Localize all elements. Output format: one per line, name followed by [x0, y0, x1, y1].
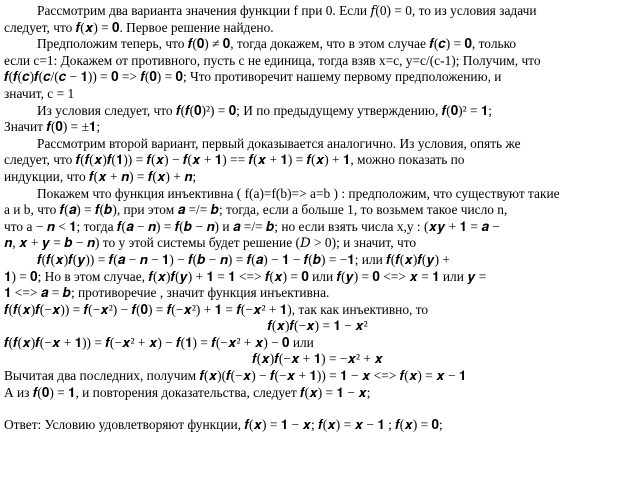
text-line-18: 𝟏 <=> 𝒂 = 𝒃; противоречие , значит функция инъективна.: [4, 285, 330, 301]
text-line-15: 𝒏, 𝒙 + 𝒚 = 𝒃 − 𝒏) то у этой системы будет решение (𝐷 > 0); и значит, что: [4, 235, 417, 251]
text-line-3: Предположим теперь, что 𝒇(𝟎) ≠ 𝟎, тогда докажем, что в этом случае 𝒇(𝒄) = 𝟎, только: [37, 36, 517, 52]
text-line-22: 𝒇(𝒙)𝒇(−𝒙 + 𝟏) = −𝒙² + 𝒙: [252, 351, 383, 367]
text-line-24: А из 𝒇(𝟎) = 𝟏, и повторения доказательства, следует 𝒇(𝒙) = 𝟏 − 𝒙;: [4, 384, 371, 400]
text-line-17: 𝟏) = 𝟎; Но в этом случае, 𝒇(𝒙)𝒇(𝒚) + 𝟏 = 𝟏 <=> 𝒇(𝒙) = 𝟎 или 𝒇(𝒚) = 𝟎 <=> 𝒙 = 𝟏 или 𝒚 =: [4, 268, 487, 284]
text-line-8: Значит 𝒇(𝟎) = ±𝟏;: [4, 119, 101, 135]
text-line-5: 𝒇(𝒇(𝒄)𝒇(𝒄/(𝒄 − 𝟏)) = 𝟎 => 𝒇(𝟎) = 𝟎; Что противоречит нашему первому предположению, и: [4, 69, 502, 85]
text-line-10: следует, что 𝒇(𝒇(𝒙)𝒇(𝟏)) = 𝒇(𝒙) − 𝒇(𝒙 + 𝟏) == 𝒇(𝒙 + 𝟏) = 𝒇(𝒙) + 𝟏, можно показать по: [4, 152, 465, 168]
text-line-7: Из условия следует, что 𝒇(𝒇(𝟎)²) = 𝟎; И по предыдущему утверждению, 𝒇(𝟎)² = 𝟏;: [37, 102, 493, 118]
text-line-23: Вычитая два последних, получим 𝒇(𝒙)(𝒇(−𝒙) − 𝒇(−𝒙 + 𝟏)) = 𝟏 − 𝒙 <=> 𝒇(𝒙) = 𝒙 − 𝟏: [4, 368, 467, 384]
text-line-1: Рассмотрим два варианта значения функции f при 0. Если 𝑓(0) = 0, то из условия задачи: [37, 3, 537, 18]
text-line-20: 𝒇(𝒙)𝒇(−𝒙) = 𝟏 − 𝒙²: [267, 318, 368, 334]
answer-line: Ответ: Условию удовлетворяют функции, 𝒇(𝒙) = 𝟏 − 𝒙; 𝒇(𝒙) = 𝒙 − 𝟏 ; 𝒇(𝒙) = 𝟎;: [4, 417, 443, 433]
text-line-9: Рассмотрим второй вариант, первый доказывается аналогично. Из условия, опять же: [37, 135, 521, 151]
text-line-13: a и b, что 𝒇(𝒂) = 𝒇(𝒃), при этом 𝒂 =/= 𝒃; тогда, если a больше 1, то возьмем такое число n,: [4, 202, 508, 218]
text-line-14: что a − 𝒏 < 𝟏; тогда 𝒇(𝒂 − 𝒏) = 𝒇(𝒃 − 𝒏) и 𝒂 =/= 𝒃; но если взять числа x,y : (𝒙𝒚 + 𝟏 = 𝒂 −: [4, 218, 500, 234]
text-line-12: Покажем что функция инъективна ( f(a)=f(b)=> a=b ) : предположим, что существуют такие: [37, 185, 560, 201]
text-line-6: значит, с = 1: [4, 85, 75, 101]
blank-line: [4, 401, 631, 417]
text-line-19: 𝒇(𝒇(𝒙)𝒇(−𝒙)) = 𝒇(−𝒙²) − 𝒇(𝟎) = 𝒇(−𝒙²) + 𝟏 = 𝒇(−𝒙² + 𝟏), так как инъективно, то: [4, 301, 429, 317]
text-line-21: 𝒇(𝒇(𝒙)𝒇(−𝒙 + 𝟏)) = 𝒇(−𝒙² + 𝒙) − 𝒇(𝟏) = 𝒇(−𝒙² + 𝒙) − 𝟎 или: [4, 334, 314, 350]
text-line-4: если c=1: Докажем от противного, пусть c не единица, тогда взяв x=c, y=c/(c-1); Получим, что: [4, 52, 541, 68]
text-line-2: следует, что 𝒇(𝒙) = 𝟎. Первое решение найдено.: [4, 19, 274, 35]
text-line-11: индукции, что 𝒇(𝒙 + 𝒏) = 𝒇(𝒙) + 𝒏;: [4, 168, 197, 184]
text-line-16: 𝒇(𝒇(𝒙)𝒇(𝒚)) = 𝒇(𝒂 − 𝒏 − 𝟏) − 𝒇(𝒃 − 𝒏) = 𝒇(𝒂) − 𝟏 − 𝒇(𝒃) = −𝟏; или 𝒇(𝒇(𝒙)𝒇(𝒚) +: [37, 251, 450, 267]
